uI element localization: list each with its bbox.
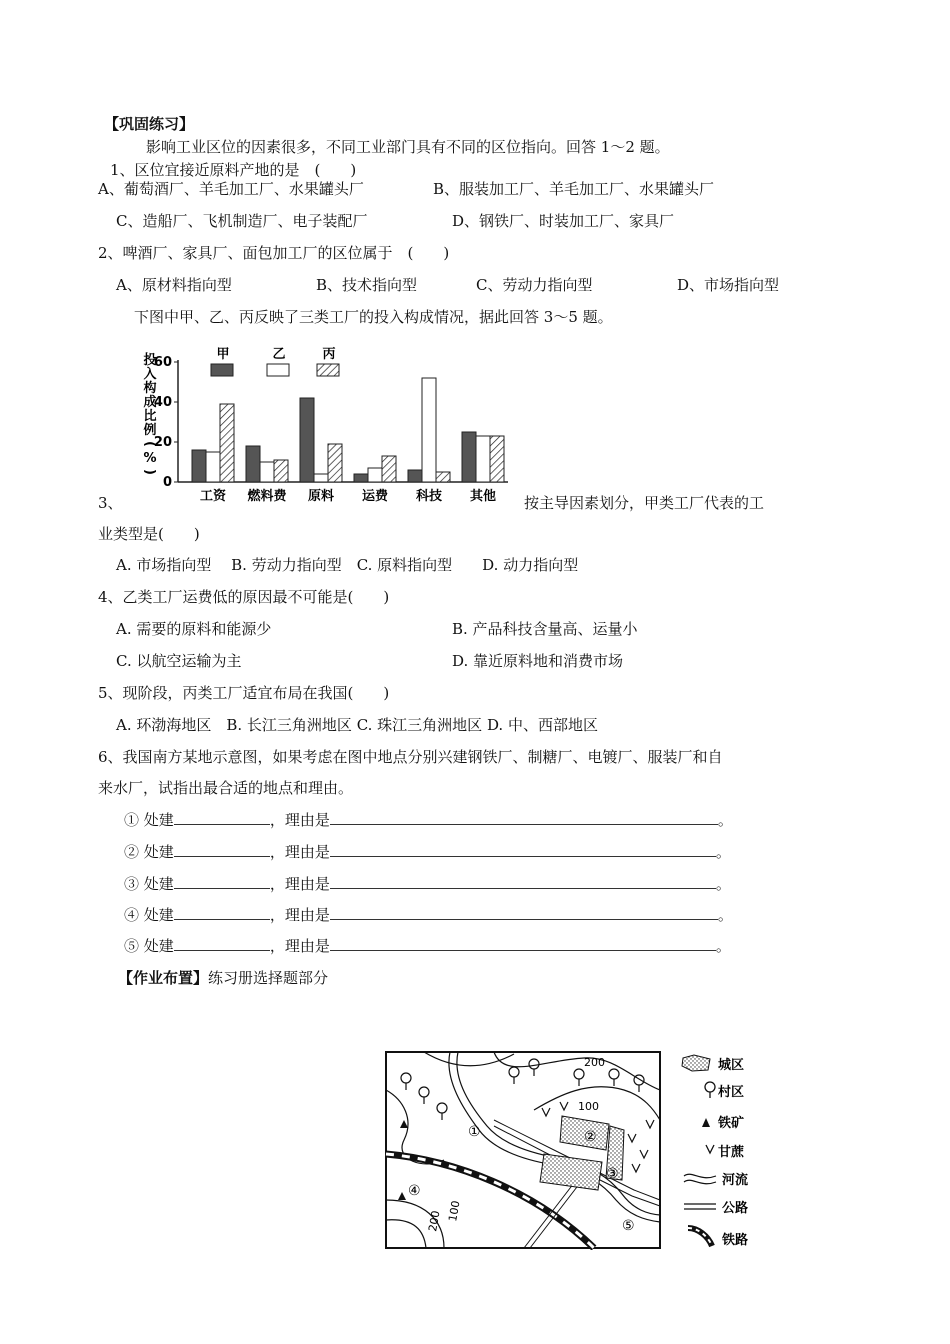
x-tick-label: 原料 bbox=[307, 489, 335, 504]
location-blank[interactable] bbox=[174, 810, 270, 825]
x-tick-label: 燃料费 bbox=[247, 489, 287, 504]
y-axis-label-char: ( bbox=[142, 441, 157, 447]
q6-answer-row: ② 处建 ，理由是 。 bbox=[124, 843, 731, 861]
homework-label: 【作业布置】 bbox=[118, 969, 209, 987]
road-legend-icon bbox=[684, 1204, 716, 1209]
q6-answer-row: ④ 处建 ，理由是 。 bbox=[124, 906, 733, 924]
legend-label: 甲 bbox=[216, 347, 230, 362]
y-axis-label-char: % bbox=[143, 451, 157, 466]
legend-urban: 城区 bbox=[718, 1058, 745, 1073]
x-tick-label: 其他 bbox=[469, 489, 497, 504]
bar-丙-工资 bbox=[220, 404, 234, 482]
y-axis-label-char: 入 bbox=[143, 367, 157, 382]
bar-乙-工资 bbox=[206, 452, 220, 482]
q2-option-d: D、市场指向型 bbox=[677, 276, 780, 294]
y-tick-label: 60 bbox=[153, 355, 172, 370]
point-label-3: ③ bbox=[606, 1166, 619, 1182]
q3-stem: 按主导因素划分，甲类工厂代表的工 bbox=[524, 494, 765, 512]
railway-legend-icon bbox=[688, 1228, 712, 1246]
bar-乙-燃料费 bbox=[260, 462, 274, 482]
region-map bbox=[384, 1050, 662, 1250]
x-tick-label: 工资 bbox=[199, 489, 227, 504]
bar-乙-其他 bbox=[476, 436, 490, 482]
sugarcane-legend-icon bbox=[706, 1145, 714, 1153]
legend-road: 公路 bbox=[722, 1201, 749, 1216]
y-axis-label-char: ) bbox=[142, 469, 157, 475]
legend-river: 河流 bbox=[722, 1173, 749, 1188]
bar-甲-工资 bbox=[192, 450, 206, 482]
q5-stem: 5、现阶段，丙类工厂适宜布局在我国( ) bbox=[98, 684, 390, 702]
q2-option-b: B、技术指向型 bbox=[316, 276, 418, 294]
q4-option-c: C. 以航空运输为主 bbox=[116, 652, 242, 670]
homework-text: 练习册选择题部分 bbox=[208, 969, 329, 987]
location-blank[interactable] bbox=[174, 936, 270, 951]
legend-swatch bbox=[211, 364, 233, 376]
reason-blank[interactable] bbox=[330, 936, 716, 951]
location-blank[interactable] bbox=[174, 842, 270, 857]
q6-answer-row: ⑤ 处建 ，理由是 。 bbox=[124, 937, 731, 955]
y-axis-label bbox=[142, 352, 157, 475]
q4-stem: 4、乙类工厂运费低的原因最不可能是( ) bbox=[98, 588, 390, 606]
y-tick-label: 20 bbox=[153, 435, 172, 450]
bar-甲-其他 bbox=[462, 432, 476, 482]
bar-乙-原料 bbox=[314, 474, 328, 482]
bar-乙-科技 bbox=[422, 378, 436, 482]
q5-options: A. 环渤海地区 B. 长江三角洲地区 C. 珠江三角洲地区 D. 中、西部地区 bbox=[116, 716, 598, 734]
location-blank[interactable] bbox=[174, 874, 270, 889]
q3-stem-continued: 业类型是( ) bbox=[98, 525, 200, 543]
input-structure-chart bbox=[136, 340, 516, 510]
y-axis-label-char: 构 bbox=[143, 381, 157, 396]
q1-option-b: B、服装加工厂、羊毛加工厂、水果罐头厂 bbox=[433, 180, 715, 198]
q1-option-c: C、造船厂、飞机制造厂、电子装配厂 bbox=[116, 212, 368, 230]
q6-stem-line2: 来水厂，试指出最合适的地点和理由。 bbox=[98, 779, 354, 797]
bar-丙-运费 bbox=[382, 456, 396, 482]
contour-label: 200 bbox=[584, 1056, 605, 1069]
point-label-5: ⑤ bbox=[622, 1218, 635, 1234]
y-tick-label: 40 bbox=[153, 395, 172, 410]
q4-option-a: A. 需要的原料和能源少 bbox=[116, 620, 272, 638]
y-axis-label-char: 比 bbox=[143, 409, 157, 424]
bar-丙-原料 bbox=[328, 444, 342, 482]
point-label-2: ② bbox=[584, 1129, 597, 1145]
bar-甲-科技 bbox=[408, 470, 422, 482]
reason-blank[interactable] bbox=[330, 905, 718, 920]
contour-label: 100 bbox=[578, 1100, 599, 1113]
bar-丙-其他 bbox=[490, 436, 504, 482]
urban-legend-icon bbox=[682, 1055, 710, 1071]
q1-stem: 1、区位宜接近原料产地的是 ( ) bbox=[110, 161, 357, 179]
contour-label: 200 bbox=[426, 1209, 443, 1233]
y-axis-label-char: 成 bbox=[143, 395, 157, 410]
bar-乙-运费 bbox=[368, 468, 382, 482]
q3-number: 3、 bbox=[98, 494, 123, 512]
y-tick-label: 0 bbox=[162, 475, 172, 490]
q6-answer-row: ③ 处建 ，理由是 。 bbox=[124, 875, 731, 893]
location-blank[interactable] bbox=[174, 905, 270, 920]
legend-village: 村区 bbox=[718, 1085, 745, 1100]
legend-label: 乙 bbox=[272, 347, 286, 362]
bar-丙-燃料费 bbox=[274, 460, 288, 482]
q6-answer-row: ① 处建 ，理由是 。 bbox=[124, 811, 733, 829]
iron-mine-legend-icon bbox=[702, 1118, 710, 1127]
x-tick-label: 科技 bbox=[415, 489, 443, 504]
point-label-1: ① bbox=[468, 1124, 481, 1140]
legend-swatch bbox=[317, 364, 339, 376]
reason-blank[interactable] bbox=[330, 874, 716, 889]
river-legend-icon bbox=[684, 1174, 716, 1183]
legend-iron-mine: 铁矿 bbox=[718, 1116, 745, 1131]
contour-label: 100 bbox=[446, 1199, 463, 1223]
q4-option-b: B. 产品科技含量高、运量小 bbox=[452, 620, 638, 638]
q1-option-d: D、钢铁厂、时装加工厂、家具厂 bbox=[452, 212, 675, 230]
q2-option-c: C、劳动力指向型 bbox=[476, 276, 593, 294]
reason-blank[interactable] bbox=[330, 810, 718, 825]
q1-option-a: A、葡萄酒厂、羊毛加工厂、水果罐头厂 bbox=[98, 180, 364, 198]
q3-options: A. 市场指向型 B. 劳动力指向型 C. 原料指向型 D. 动力指向型 bbox=[116, 556, 579, 574]
bar-甲-运费 bbox=[354, 474, 368, 482]
y-axis-label-char: 投 bbox=[143, 353, 157, 368]
legend-sugarcane: 甘蔗 bbox=[718, 1145, 745, 1160]
village-legend-icon bbox=[705, 1082, 715, 1098]
legend-railway: 铁路 bbox=[722, 1233, 749, 1248]
legend-label: 丙 bbox=[322, 347, 336, 362]
y-axis-label-char: 例 bbox=[143, 423, 157, 438]
legend-swatch bbox=[267, 364, 289, 376]
x-tick-label: 运费 bbox=[361, 489, 389, 504]
map-legend bbox=[680, 1052, 780, 1252]
chart-intro: 下图中甲、乙、丙反映了三类工厂的投入构成情况，据此回答 3～5 题。 bbox=[134, 308, 613, 326]
section-title: 【巩固练习】 bbox=[104, 115, 195, 133]
homework-line bbox=[118, 968, 328, 988]
bar-甲-原料 bbox=[300, 398, 314, 482]
bar-丙-科技 bbox=[436, 472, 450, 482]
q2-option-a: A、原材料指向型 bbox=[116, 276, 232, 294]
point-label-4: ④ bbox=[408, 1183, 421, 1199]
bar-甲-燃料费 bbox=[246, 446, 260, 482]
q2-stem: 2、啤酒厂、家具厂、面包加工厂的区位属于 ( ) bbox=[98, 244, 450, 262]
q6-stem-line1: 6、我国南方某地示意图，如果考虑在图中地点分别兴建钢铁厂、制糖厂、电镀厂、服装厂和自 bbox=[98, 748, 723, 766]
q4-option-d: D. 靠近原料地和消费市场 bbox=[452, 652, 624, 670]
reason-blank[interactable] bbox=[330, 842, 716, 857]
intro-text: 影响工业区位的因素很多，不同工业部门具有不同的区位指向。回答 1～2 题。 bbox=[146, 138, 670, 156]
